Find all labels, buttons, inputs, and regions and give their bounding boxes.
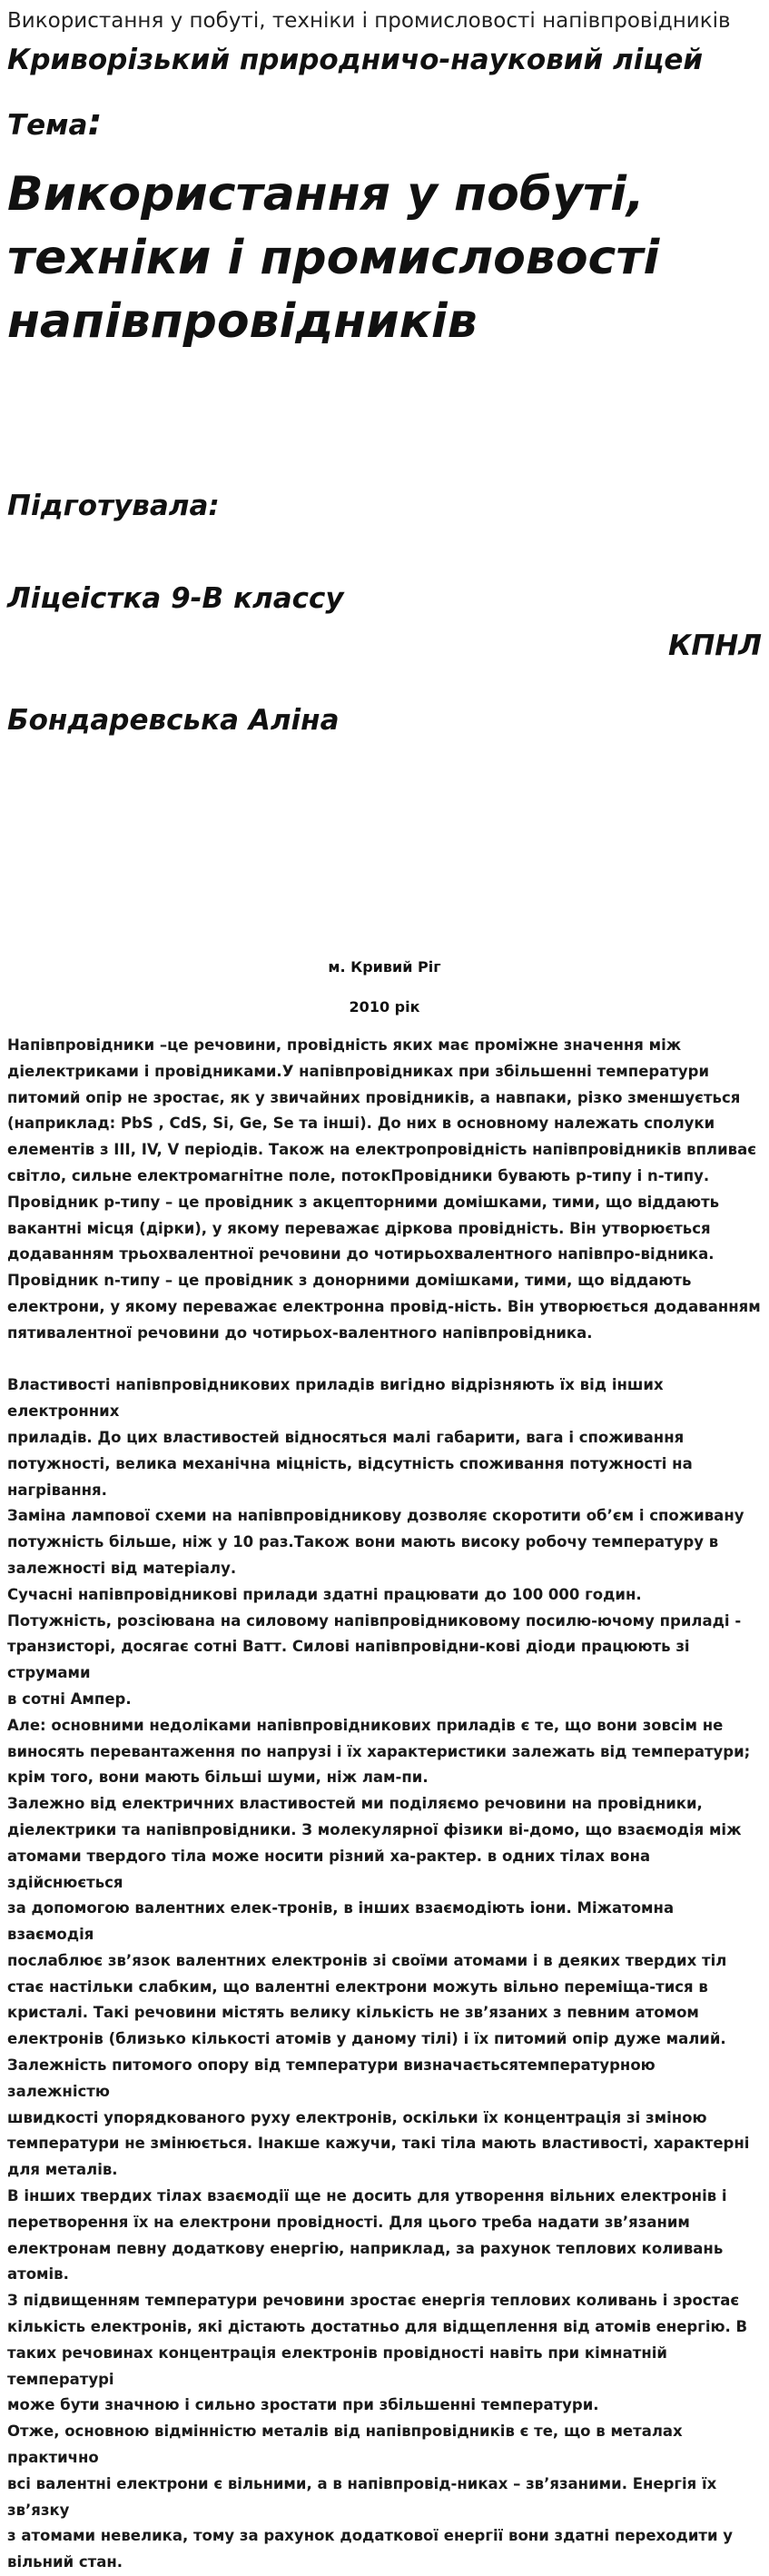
author-name: Бондаревська Аліна	[7, 704, 340, 737]
organization-abbr: КПНЛ	[668, 629, 762, 662]
body-line: діелектриками і провідниками.У напівпровідниках при збільшенні температури	[7, 1062, 710, 1080]
body-line: таких речовинах концентрація електронів провідності навіть при кімнатній температурі	[7, 2343, 667, 2388]
body-line: приладів. До цих властивостей відносяться малі габарити, вага і споживання	[7, 1428, 685, 1446]
topic-title-line: Використання у побуті,	[7, 167, 645, 222]
body-line: крім того, вони мають більші шуми, ніж лам-пи.	[7, 1769, 429, 1787]
body-line: Але: основними недоліками напівпровідникових приладів є те, що вони зовсім не	[7, 1716, 724, 1734]
body-line: Провідник p-типу – це провідник з акцепторними домішками, тими, що віддають	[7, 1193, 720, 1211]
body-line: швидкості упорядкованого руху електронів, оскільки їх концентрація зі зміною	[7, 2108, 707, 2126]
topic-title-line: техніки і промисловості	[7, 231, 660, 285]
document-header-title: Використання у побуті, техніки і промисловості напівпровідників	[7, 9, 731, 33]
topic-row	[7, 100, 762, 148]
body-line: вільний стан.	[7, 2553, 123, 2571]
body-line: Сучасні напівпровідникові прилади здатні працювати до 100 000 годин.	[7, 1585, 642, 1603]
body-line: атомів.	[7, 2265, 69, 2284]
body-line: світло, сильне електромагнітне поле, потокПровідники бувають p-типу і n-типу.	[7, 1166, 710, 1184]
topic-colon: :	[87, 102, 103, 144]
topic-title-line: напівпровідників	[7, 294, 478, 349]
body-line: за допомогою валентних елек-тронів, в інших взаємодіють іони. Міжатомна взаємодія	[7, 1899, 675, 1944]
body-line: Напівпровідники –це речовини, провідність яких має проміжне значення між	[7, 1036, 682, 1054]
body-line: нагрівання.	[7, 1481, 107, 1499]
body-line: (наприклад: PbS , CdS, Si, Ge, Se та інші). До них в основному належать сполуки	[7, 1115, 715, 1133]
body-line: В інших твердих тілах взаємодії ще не досить для утворення вільних електронів і	[7, 2187, 727, 2205]
body-line: кількість електронів, які дістають достатньо для відщеплення від атомів енергію. В	[7, 2318, 748, 2336]
school-name: Криворізький природничо-науковий ліцей	[7, 44, 704, 76]
body-line: пятивалентної речовини до чотирьох-валентного напівпровідника.	[7, 1323, 593, 1342]
body-line: електронів (близько кількості атомів у даному тілі) і їх питомий опір дуже малий.	[7, 2030, 726, 2048]
body-line: елементів з III, IV, V періодів. Також на електропровідність напівпровідників впливає	[7, 1141, 756, 1159]
body-line: температури не змінюється. Інакше кажучи, такі тіла мають властивості, характерні	[7, 2135, 750, 2153]
body-line: для металів.	[7, 2161, 118, 2179]
body-text	[7, 1033, 762, 2576]
body-line: перетворення їх на електрони провідності. Для цього треба надати зв’язаним	[7, 2213, 690, 2231]
body-line: транзисторі, досягає сотні Ватт. Силові напівпровідни-кові діоди працюють зі струмами	[7, 1638, 690, 1682]
city: м. Кривий Ріг	[328, 958, 441, 976]
body-line: електрони, у якому переважає електронна провід-ність. Він утворюється додаванням	[7, 1297, 761, 1315]
body-line: Заміна лампової схеми на напівпровідникову дозволяє скоротити об’єм і споживану	[7, 1507, 744, 1525]
topic-title	[7, 163, 762, 353]
body-line: послаблює зв’язок валентних електронів зі своїми атомами і в деяких твердих тіл	[7, 1951, 727, 1969]
body-line: виносять перевантаження по напрузі і їх характеристики залежать від температури;	[7, 1742, 751, 1760]
body-line: атомами твердого тіла може носити різний ха-рактер. в одних тілах вона здійснюється	[7, 1847, 651, 1891]
paragraph-gap	[7, 1347, 762, 1373]
body-line: Залежно від електричних властивостей ми поділяємо речовини на провідники,	[7, 1795, 703, 1813]
body-line: стає настільки слабким, що валентні електрони можуть вільно переміща-тися в	[7, 1977, 708, 1996]
body-line: може бути значною і сильно зростати при збільшенні температури.	[7, 2396, 599, 2414]
body-line: потужність більше, ніж у 10 раз.Також вони мають високу робочу температуру в	[7, 1533, 719, 1551]
body-line: Властивості напівпровідникових приладів вигідно відрізняють їх від інших електронних	[7, 1376, 664, 1421]
body-line: вакантні місця (дірки), у якому переважає діркова провідність. Він утворюється	[7, 1219, 711, 1237]
body-line: діелектрики та напівпровідники. З молекулярної фізики ві-домо, що взаємодія між	[7, 1820, 742, 1838]
body-line: з атомами невелика, тому за рахунок додаткової енергії вони здатні переходити у	[7, 2527, 734, 2545]
document-page	[7, 0, 762, 2576]
body-line: в сотні Ампер.	[7, 1689, 132, 1708]
body-line: потужності, велика механічна міцність, відсутність споживання потужності на	[7, 1454, 693, 1472]
body-line: питомий опір не зростає, як у звичайних провідників, а навпаки, різко зменшується	[7, 1088, 741, 1106]
student-class: Ліцеістка 9-В классу	[7, 582, 344, 615]
prepared-by-label: Підготувала:	[7, 490, 220, 522]
body-line: всі валентні електрони є вільними, а в напівпровід-никах – зв’язаними. Енергія їх зв’язку	[7, 2474, 717, 2519]
body-line: Залежність питомого опору від температури визначаєтьсятемпературною залежністю	[7, 2056, 656, 2100]
body-line: Потужність, розсіювана на силовому напівпровідниковому посилю-ючому приладі -	[7, 1611, 742, 1630]
body-line: кристалі. Такі речовини містять велику кількість не зв’язаних з певним атомом	[7, 2004, 699, 2022]
body-line: Провідник n-типу – це провідник з донорними домішками, тими, що віддають	[7, 1272, 692, 1290]
body-line: додаванням трьохвалентної речовини до чотирьохвалентного напівпро-відника.	[7, 1245, 715, 1263]
body-line: залежності від матеріалу.	[7, 1559, 237, 1577]
topic-label: Тема	[7, 109, 88, 142]
year: 2010 рік	[349, 998, 420, 1016]
body-line: З підвищенням температури речовини зростає енергія теплових коливань і зростає	[7, 2292, 740, 2310]
body-line: електронам певну додаткову енергію, наприклад, за рахунок теплових коливань	[7, 2239, 724, 2257]
body-line: Отже, основною відмінністю металів від напівпровідників є те, що в металах практично	[7, 2422, 683, 2467]
